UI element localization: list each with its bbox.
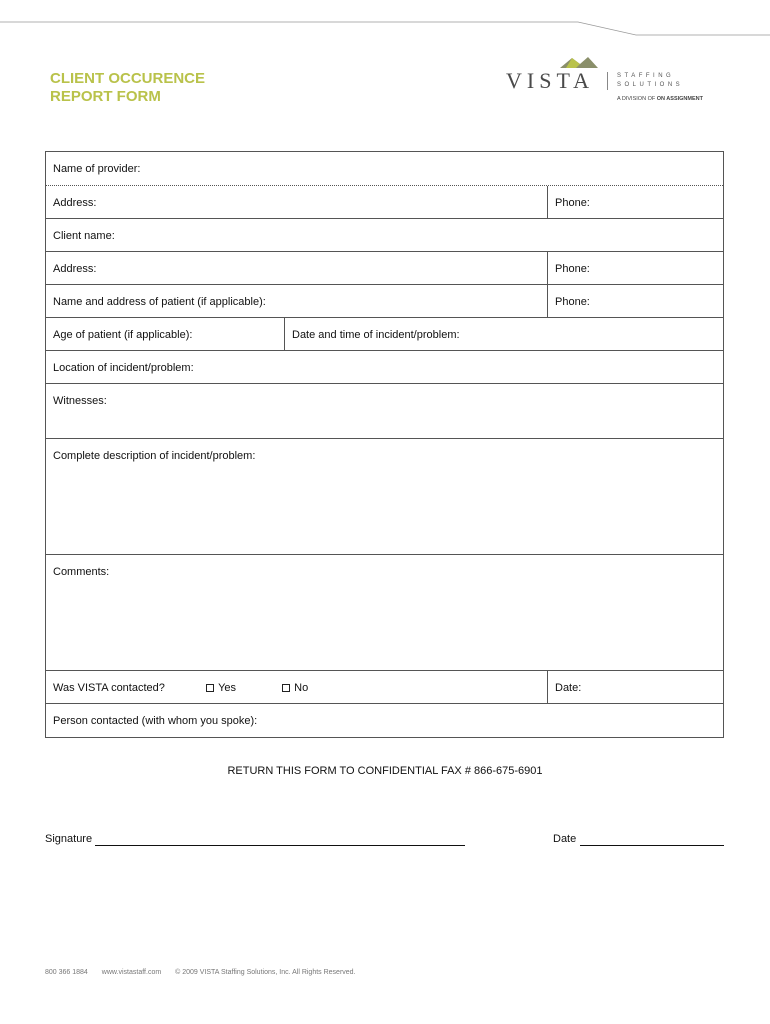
row-age-datetime [46,318,723,351]
description-field[interactable]: Complete description of incident/problem: [53,450,256,462]
page-title [50,70,205,106]
yes-option[interactable] [206,682,279,694]
patient-age-field[interactable]: Age of patient (if applicable): [53,329,193,341]
yes-label: Yes [218,682,237,694]
title-line-2: REPORT FORM [50,88,161,105]
vista-logo [506,56,726,108]
signature-label: Signature [45,833,93,845]
row-witnesses [46,384,723,439]
provider-address-field[interactable]: Address: [53,197,97,209]
footer [45,969,368,976]
incident-datetime-field[interactable]: Date and time of incident/problem: [284,318,723,350]
logo-sub-line-1: STAFFING [617,73,675,79]
logo-divider [607,72,608,90]
mountain-icon [558,56,598,68]
row-comments [46,555,723,671]
provider-name-field[interactable]: Name of provider: [53,163,141,175]
patient-phone-field[interactable]: Phone: [547,285,723,317]
patient-name-address-field[interactable]: Name and address of patient (if applicable): [53,296,266,308]
row-provider-address [46,186,723,219]
comments-field[interactable]: Comments: [53,566,110,578]
signature-line[interactable] [95,845,465,846]
division-prefix: A DIVISION OF [617,96,656,102]
row-provider-name [46,152,723,186]
client-name-field[interactable]: Client name: [53,230,115,242]
division-name: ON ASSIGNMENT [656,96,703,102]
footer-phone: 800 366 1884 [45,969,88,976]
header-rule [0,0,770,40]
occurrence-form [45,151,724,738]
no-option[interactable] [282,682,308,694]
person-contacted-field[interactable]: Person contacted (with whom you spoke): [53,715,258,727]
witnesses-field[interactable]: Witnesses: [53,395,107,407]
footer-copyright: © 2009 VISTA Staffing Solutions, Inc. All Rights Reserved. [175,969,356,976]
return-note-text: RETURN THIS FORM TO CONFIDENTIAL FAX # 866-675-6901 [227,765,543,777]
row-person-contacted [46,704,723,737]
no-checkbox[interactable] [282,684,290,692]
client-address-field[interactable]: Address: [53,263,97,275]
no-label: No [294,682,309,694]
date-label: Date [553,833,577,845]
return-note [0,765,770,777]
vista-contacted-cell [46,671,547,703]
vista-contacted-question: Was VISTA contacted? [53,682,165,694]
logo-sub-line-2: SOLUTIONS [617,82,684,88]
yes-checkbox[interactable] [206,684,214,692]
footer-website: www.vistastaff.com [101,969,162,976]
date-line[interactable] [580,845,724,846]
row-patient [46,285,723,318]
contact-date-field[interactable]: Date: [547,671,723,703]
row-location [46,351,723,384]
title-line-1: CLIENT OCCURENCE [50,70,206,87]
row-client-name [46,219,723,252]
incident-location-field[interactable]: Location of incident/problem: [53,362,194,374]
row-client-address [46,252,723,285]
row-description [46,439,723,555]
logo-division [617,96,703,102]
logo-wordmark: VISTA [506,68,595,93]
provider-phone-field[interactable]: Phone: [547,186,723,218]
row-vista-contacted [46,671,723,704]
client-phone-field[interactable]: Phone: [547,252,723,284]
